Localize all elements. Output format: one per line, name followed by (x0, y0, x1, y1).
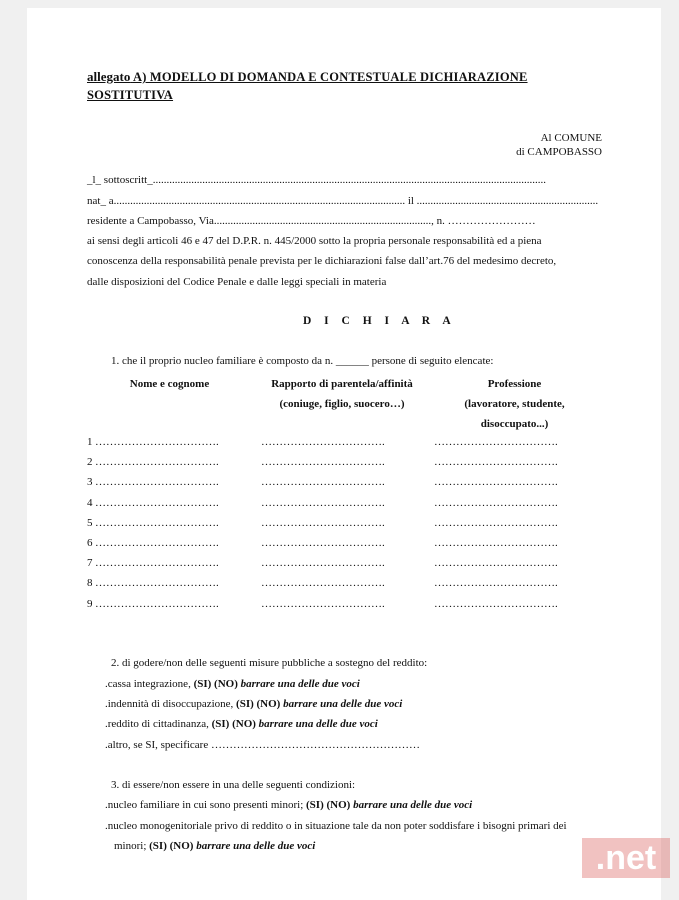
section-2-item-2 (105, 698, 402, 710)
item-note: barrare una delle due voci (240, 678, 360, 690)
row-number: 9 (87, 598, 93, 610)
row-relation-field: ……………………………. (261, 476, 385, 488)
row-number: 6 (87, 537, 93, 549)
recipient-line-1: Al COMUNE (540, 132, 602, 144)
title-lead: allegato (87, 69, 131, 84)
item-label: minori; (114, 840, 150, 852)
column-header-profession-line-2: (lavoratore, studente, (464, 398, 565, 410)
title-line-1: A) MODELLO DI DOMANDA E CONTESTUALE DICHIARAZIONE (132, 70, 528, 84)
item-options: (SI) (NO) (306, 799, 354, 811)
row-profession-field: ……………………………. (434, 436, 558, 448)
declares-heading: D I C H I A R A (303, 315, 456, 327)
row-relation-field: ……………………………. (261, 598, 385, 610)
item-label: .reddito di cittadinanza, (105, 718, 212, 730)
item-note: barrare una delle due voci (258, 718, 378, 730)
column-header-profession-line-3: disoccupato...) (480, 418, 549, 430)
item-options: (SI) (NO) (149, 840, 197, 852)
item-options: (SI) (NO) (211, 718, 259, 730)
column-header-name-line-1: Nome e cognome (129, 378, 210, 390)
section-2-item-4 (105, 739, 420, 751)
column-header-relation-line-1: Rapporto di parentela/affinità (271, 378, 413, 390)
row-name-field: ……………………………. (95, 557, 219, 569)
row-number: 4 (87, 497, 93, 509)
section-2-item-3 (105, 718, 378, 730)
row-name-field: ……………………………. (95, 436, 219, 448)
row-name-field: ……………………………. (95, 497, 219, 509)
row-number: 5 (87, 517, 93, 529)
item-note: barrare una delle due voci (196, 840, 316, 852)
row-number: 1 (87, 436, 93, 448)
applicant-name-line: _l_ sottoscritt_............................................................................................................................................... (87, 174, 546, 186)
row-relation-field: ……………………………. (261, 537, 385, 549)
row-number: 2 (87, 456, 93, 468)
section-1-text: 1. che il proprio nucleo familiare è composto da n. ______ persone di seguito elencate: (111, 355, 494, 367)
row-number: 8 (87, 577, 93, 589)
item-label: .indennità di disoccupazione, (105, 698, 237, 710)
column-header-profession-line-1: Professione (487, 378, 542, 390)
item-options: (SI) (NO) (193, 678, 241, 690)
item-options: (SI) (NO) (236, 698, 284, 710)
row-name-field: ……………………………. (95, 577, 219, 589)
item-note: barrare una delle due voci (353, 799, 473, 811)
row-profession-field: ……………………………. (434, 456, 558, 468)
row-relation-field: ……………………………. (261, 557, 385, 569)
row-name-field: ……………………………. (95, 456, 219, 468)
applicant-declaration-line-1: ai sensi degli articoli 46 e 47 del D.P.R. n. 445/2000 sotto la propria personale responsabilità ed a piena (87, 235, 542, 247)
watermark-logo: .net (582, 838, 670, 878)
document-title (87, 69, 528, 85)
item-label: .cassa integrazione, (105, 678, 194, 690)
item-label: .altro, se SI, specificare ………………………………………………… (105, 739, 420, 751)
section-3-text: 3. di essere/non essere in una delle seguenti condizioni: (111, 779, 356, 791)
section-3-item-1 (105, 799, 472, 811)
row-profession-field: ……………………………. (434, 476, 558, 488)
section-2-item-1 (105, 678, 360, 690)
section-3-item-2-line-1: .nucleo monogenitoriale privo di reddito o in situazione tale da non poter soddisfare i bisogni primari dei (105, 820, 567, 832)
item-label: .nucleo familiare in cui sono presenti minori; (105, 799, 307, 811)
row-relation-field: ……………………………. (261, 456, 385, 468)
row-name-field: ……………………………. (95, 476, 219, 488)
row-profession-field: ……………………………. (434, 557, 558, 569)
column-header-relation-line-2: (coniuge, figlio, suocero…) (279, 398, 405, 410)
row-name-field: ……………………………. (95, 537, 219, 549)
document-page (27, 8, 661, 900)
column-header-name (97, 374, 242, 394)
recipient-line-2: di CAMPOBASSO (516, 146, 602, 158)
applicant-address-line: residente a Campobasso, Via..............................................................................., n. …………………… (87, 215, 536, 227)
column-header-profession (437, 374, 592, 434)
document-title-line-2: SOSTITUTIVA (87, 88, 174, 102)
section-2-text: 2. di godere/non delle seguenti misure pubbliche a sostegno del reddito: (111, 657, 428, 669)
row-profession-field: ……………………………. (434, 497, 558, 509)
row-profession-field: ……………………………. (434, 577, 558, 589)
row-name-field: ……………………………. (95, 517, 219, 529)
row-name-field: ……………………………. (95, 598, 219, 610)
row-relation-field: ……………………………. (261, 577, 385, 589)
row-relation-field: ……………………………. (261, 436, 385, 448)
row-number: 3 (87, 476, 93, 488)
applicant-birth-line: nat_ a.......................................................................................................... il .................................................................. (87, 195, 599, 207)
row-profession-field: ……………………………. (434, 517, 558, 529)
row-number: 7 (87, 557, 93, 569)
row-relation-field: ……………………………. (261, 517, 385, 529)
applicant-declaration-line-2: conoscenza della responsabilità penale prevista per le dichiarazioni false dall’art.76 del medesimo decreto, (87, 255, 557, 267)
section-3-item-2-line-2 (114, 840, 315, 852)
row-relation-field: ……………………………. (261, 497, 385, 509)
column-header-relation (252, 374, 432, 414)
row-profession-field: ……………………………. (434, 598, 558, 610)
item-note: barrare una delle due voci (283, 698, 403, 710)
applicant-declaration-line-3: dalle disposizioni del Codice Penale e dalle leggi speciali in materia (87, 276, 387, 288)
row-profession-field: ……………………………. (434, 537, 558, 549)
